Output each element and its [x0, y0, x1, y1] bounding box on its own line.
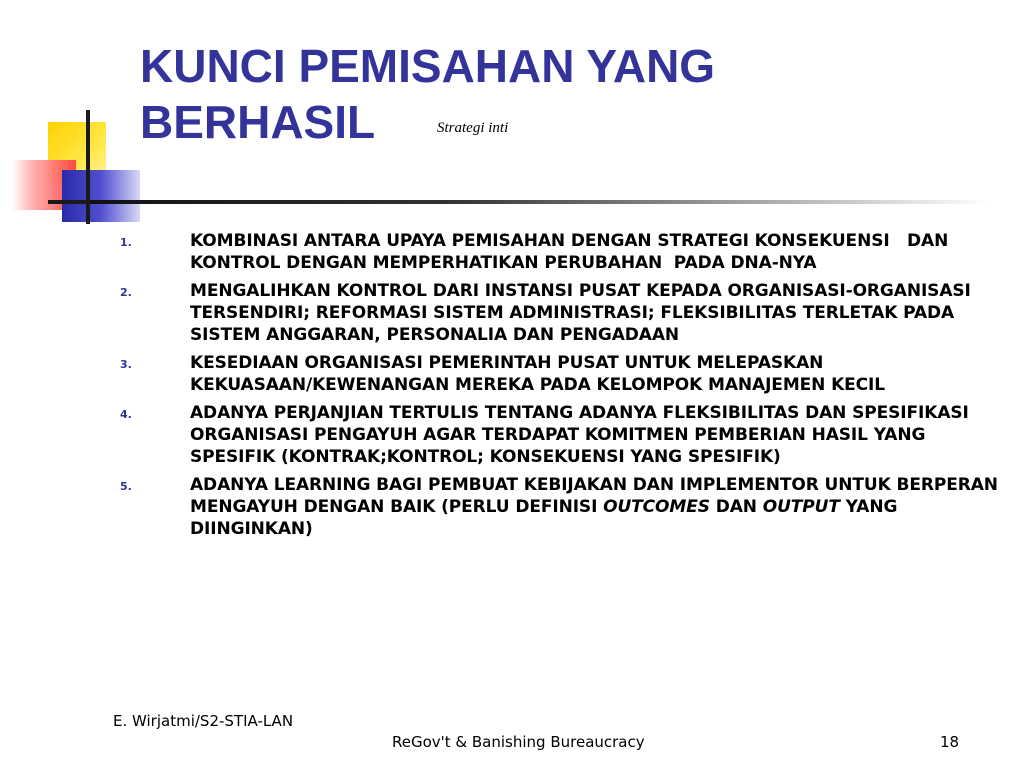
list-item-text-part: YANG DIINGINKAN) — [190, 497, 898, 539]
outcomes-emphasis: OUTCOMES — [603, 497, 710, 517]
list-number: 3. — [120, 358, 132, 371]
list-item-text: MENGALIHKAN KONTROL DARI INSTANSI PUSAT KEPADA ORGANISASI-ORGANISASI TERSENDIRI; REFORMASI SISTEM ADMINISTRASI; FLEKSIBILITAS TERLETAK PADA SISTEM ANGGARAN, PERSONALIA DAN PENGADAAN — [190, 281, 971, 345]
list-item-text — [190, 474, 1000, 540]
list-item — [120, 474, 1000, 540]
decor-blue-square — [62, 170, 140, 222]
list-item — [120, 352, 1000, 396]
list-number: 2. — [120, 286, 132, 299]
list-item — [120, 230, 1000, 274]
list-item — [120, 280, 1000, 346]
list-item-text: KOMBINASI ANTARA UPAYA PEMISAHAN DENGAN STRATEGI KONSEKUENSI DAN KONTROL DENGAN MEMPERHATIKAN PERUBAHAN PADA DNA-NYA — [190, 231, 949, 273]
list-item — [120, 402, 1000, 468]
footer-author: E. Wirjatmi/S2-STIA-LAN — [113, 712, 294, 730]
list-item-text-part: DAN — [709, 497, 763, 517]
list-number: 4. — [120, 408, 132, 421]
list-item-text-part: ADANYA LEARNING BAGI PEMBUAT KEBIJAKAN DAN IMPLEMENTOR UNTUK BERPERAN MENGAYUH DENGAN BAIK (PERLU DEFINISI — [190, 475, 998, 517]
slide-title: KUNCI PEMISAHAN YANG BERHASIL — [140, 40, 716, 148]
list-item-text: ADANYA PERJANJIAN TERTULIS TENTANG ADANYA FLEKSIBILITAS DAN SPESIFIKASI ORGANISASI PENGAYUH AGAR TERDAPAT KOMITMEN PEMBERIAN HASIL YANG SPESIFIK (KONTRAK;KONTROL; KONSEKUENSI YANG SPESIFIK) — [190, 403, 969, 467]
list-item-text: KESEDIAAN ORGANISASI PEMERINTAH PUSAT UNTUK MELEPASKAN KEKUASAAN/KEWENANGAN MEREKA PADA KELOMPOK MANAJEMEN KECIL — [190, 353, 886, 395]
slide-subtitle: Strategi inti — [437, 120, 509, 136]
page-number: 18 — [940, 733, 960, 751]
footer-title: ReGov't & Banishing Bureaucracy — [392, 733, 645, 751]
list-number: 5. — [120, 480, 132, 493]
decor-vertical-line — [86, 110, 90, 224]
list-number: 1. — [120, 236, 132, 249]
title-divider-line — [90, 200, 990, 204]
output-emphasis: OUTPUT — [762, 497, 840, 517]
key-points-list — [120, 230, 1000, 546]
